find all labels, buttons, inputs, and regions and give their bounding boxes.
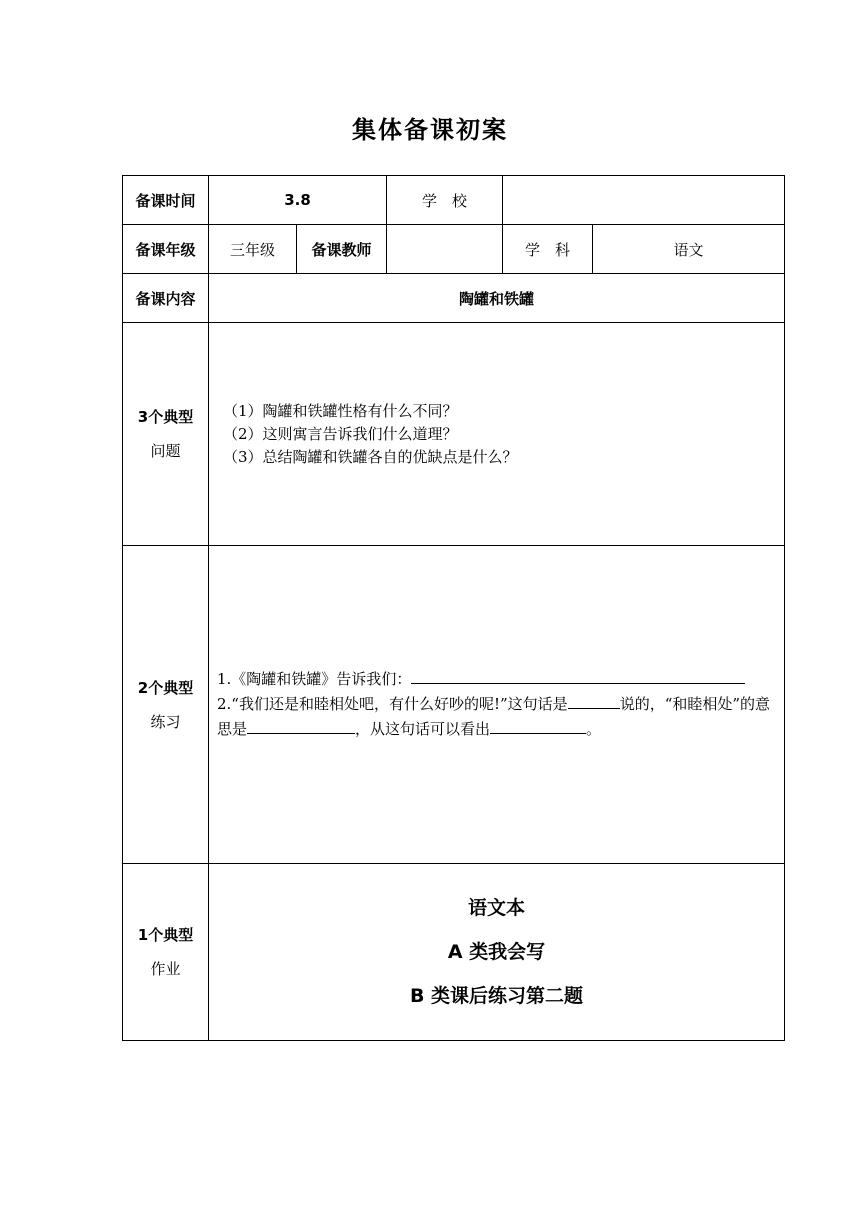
- subject-value: 语文: [593, 225, 785, 274]
- answer-blank: [490, 719, 586, 734]
- content-value: 陶罐和铁罐: [209, 274, 785, 323]
- answer-blank: [411, 669, 745, 684]
- questions-label: [123, 323, 209, 546]
- homework-line-2: A 类我会写: [447, 941, 546, 963]
- homework-line-3: B 类课后练习第二题: [409, 985, 584, 1007]
- homework-content: [209, 864, 785, 1041]
- row-homework: [123, 864, 785, 1041]
- time-label: 备课时间: [123, 176, 209, 225]
- list-item: （1）陶罐和铁罐性格有什么不同？: [223, 401, 458, 420]
- exercises-label-line1: 2个典型: [137, 678, 194, 697]
- exercise-2-end: 。: [586, 720, 602, 738]
- lesson-plan-table: [122, 175, 785, 1041]
- homework-line-1: 语文本: [468, 897, 526, 919]
- exercise-1: [217, 667, 778, 692]
- exercise-2: [217, 692, 778, 742]
- list-item: （3）总结陶罐和铁罐各自的优缺点是什么？: [223, 447, 518, 466]
- teacher-label: 备课教师: [297, 225, 387, 274]
- content-label: 备课内容: [123, 274, 209, 323]
- school-value: [503, 176, 785, 225]
- time-value: 3.8: [209, 176, 387, 225]
- exercise-2-text-a: 2.“我们还是和睦相处吧，有什么好吵的呢!”这句话是: [217, 695, 568, 713]
- questions-label-line2: 问题: [150, 442, 181, 460]
- grade-label: 备课年级: [123, 225, 209, 274]
- homework-label: [123, 864, 209, 1041]
- exercises-label-line2: 练习: [150, 712, 181, 731]
- row-questions: [123, 323, 785, 546]
- row-exercises: [123, 546, 785, 864]
- exercise-2-text-c: ，从这句话可以看出: [355, 720, 491, 738]
- exercises-label: [123, 546, 209, 864]
- homework-label-line1: 1个典型: [137, 926, 194, 944]
- row-content: [123, 274, 785, 323]
- exercises-content: [209, 546, 785, 864]
- row-time: [123, 176, 785, 225]
- answer-blank: [247, 719, 355, 734]
- teacher-value: [387, 225, 503, 274]
- row-grade: [123, 225, 785, 274]
- page-title: 集体备课初案: [352, 116, 508, 144]
- school-label: 学 校: [387, 176, 503, 225]
- subject-label: 学 科: [503, 225, 593, 274]
- exercise-1-text: 1.《陶罐和铁罐》告诉我们：: [217, 670, 412, 688]
- questions-label-line1: 3个典型: [137, 408, 194, 426]
- questions-list: [209, 323, 785, 546]
- grade-value: 三年级: [209, 225, 297, 274]
- homework-label-line2: 作业: [150, 960, 181, 978]
- list-item: （2）这则寓言告诉我们什么道理？: [223, 424, 458, 443]
- answer-blank: [568, 694, 620, 709]
- exercise-2-text-b: 说的，“和睦相处”的意思是: [217, 695, 771, 738]
